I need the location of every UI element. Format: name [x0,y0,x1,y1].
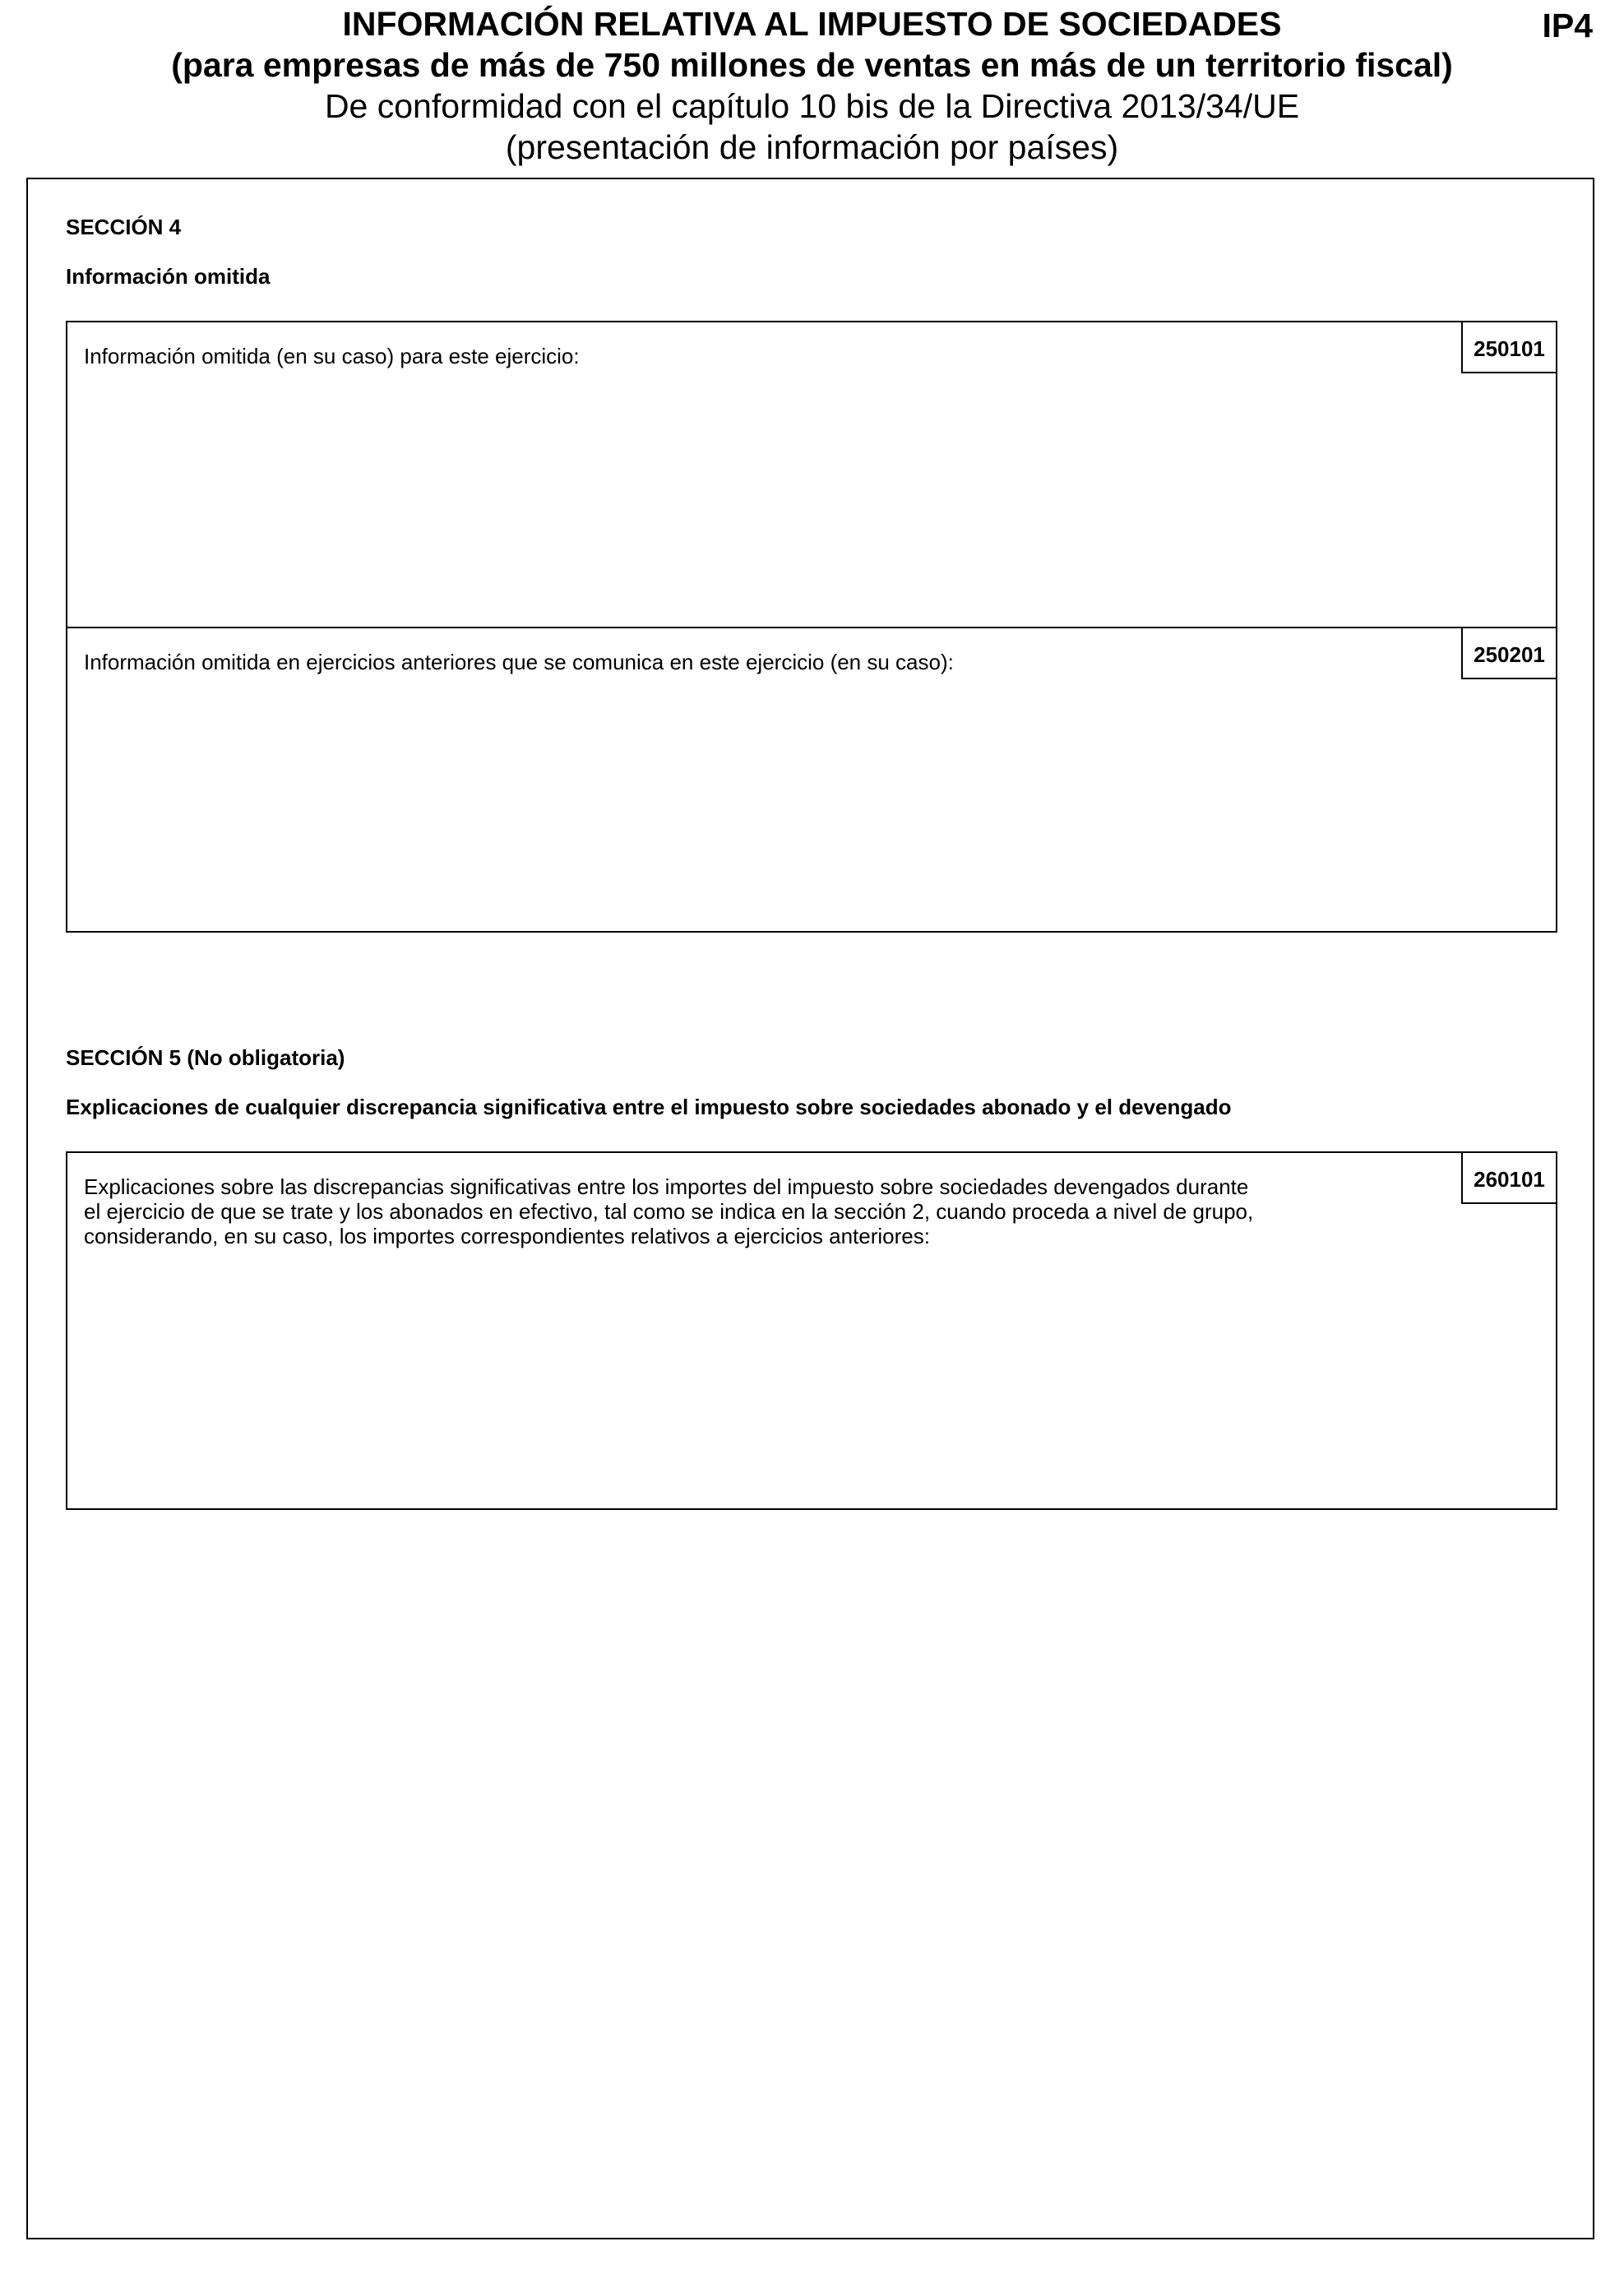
omitted-info-previous-code: 250201 [1461,627,1557,679]
section-5-box [66,1151,1557,1510]
form-note: (presentación de información por países) [505,128,1119,166]
section-4-heading: SECCIÓN 4 [66,215,182,239]
omitted-info-current-field[interactable] [84,380,1539,618]
section-5-heading: SECCIÓN 5 (No obligatoria) [66,1045,345,1070]
discrepancy-code: 260101 [1461,1151,1557,1204]
form-code: IP4 [1542,7,1593,44]
form-directive: De conformidad con el capítulo 10 bis de la Directiva 2013/34/UE [324,87,1300,125]
omitted-info-previous-field[interactable] [84,684,1539,923]
omitted-info-current-code: 250101 [1461,321,1557,373]
form-subtitle: (para empresas de más de 750 millones de ventas en más de un territorio fiscal) [171,46,1453,84]
omitted-info-previous-label: Información omitida en ejercicios anteriores que se comunica en este ejercicio (en su caso): [84,650,954,674]
section-4-divider [67,627,1556,628]
section-5-subheading: Explicaciones de cualquier discrepancia significativa entre el impuesto sobre sociedades abonado y el devengado [66,1095,1232,1119]
discrepancy-label-line-2: el ejercicio de que se trate y los abonados en efectivo, tal como se indica en la sección 2, cuando proceda a nivel de grupo, [84,1199,1254,1224]
discrepancy-label-line-1: Explicaciones sobre las discrepancias significativas entre los importes del impuesto sobre sociedades devengados durante [84,1174,1249,1199]
discrepancy-label-line-3: considerando, en su caso, los importes correspondientes relativos a ejercicios anteriores: [84,1224,930,1248]
section-4-subheading: Información omitida [66,264,271,289]
discrepancy-field[interactable] [84,1260,1539,1498]
form-title: INFORMACIÓN RELATIVA AL IMPUESTO DE SOCIEDADES [342,5,1282,43]
form-header [0,3,1624,168]
section-4-box [66,321,1557,933]
omitted-info-current-label: Información omitida (en su caso) para este ejercicio: [84,344,580,368]
